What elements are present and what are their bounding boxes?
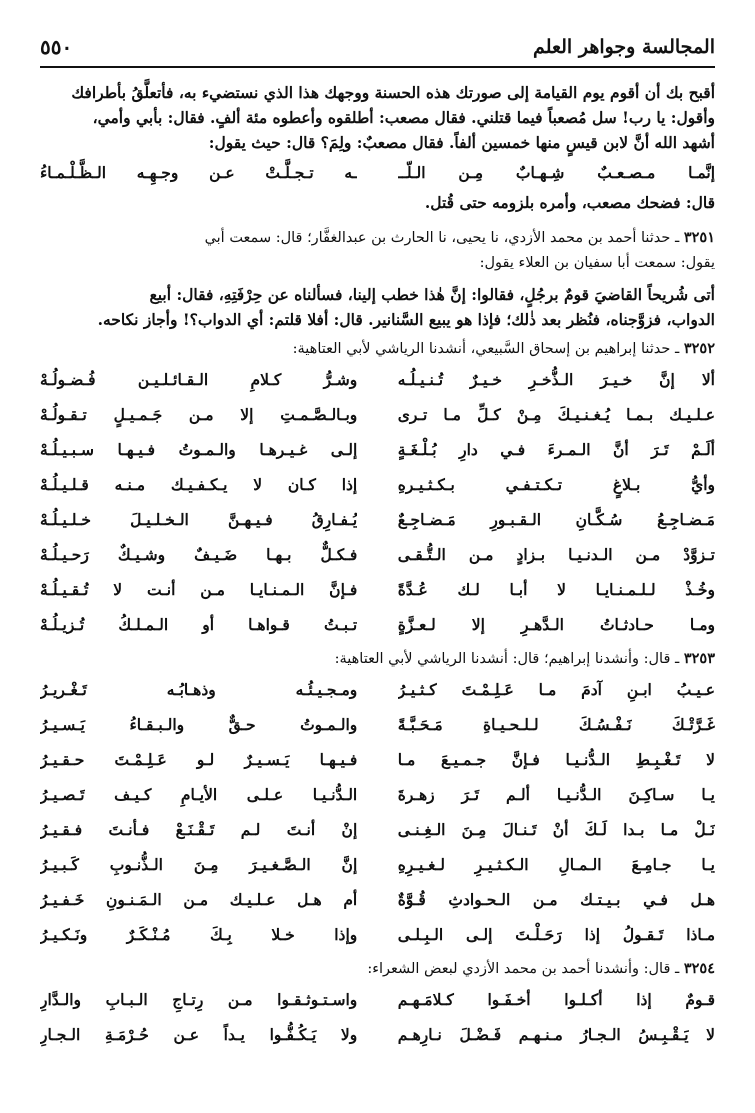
verse-second-hemistich: إلـى غـيـرهـا والـمـوتُ فـيـهـا سـبـيـلُـهْ <box>40 440 358 459</box>
verse-first-hemistich: ومـا حـادثـاتُ الـدَّهـرِ إلا لـعـزَّةٍ <box>397 615 715 634</box>
verse-second-hemistich: وشـرُّ كـلامِ الـقـائـلـيـن فُـضـولُـهْ <box>40 370 358 389</box>
prose-line: وأقول: يا رب! سل مُصعباً فيما قتلني. فقال مصعب: أطلقوه وأعطوه مئة ألفٍ. فقال: بأبي وأمي، <box>92 108 715 127</box>
verse-second-hemistich: واسـتـوثـقـوا مـن رِتـاجِ الـبـابِ والـدَّارِ <box>40 990 358 1009</box>
verse-line <box>40 882 715 917</box>
chain-text: يقول: سمعت أبا سفيان بن العلاء يقول: <box>479 255 715 271</box>
verse-first-hemistich: وخُـذْ لـلـمـنـايـا لا أبـا لـك عُـدَّةً <box>397 580 715 599</box>
verse-second-hemistich: فـيـهـا يَـسـيـرٌ لـو عَـلِـمْـتَ حـقـيـرُ <box>40 750 358 769</box>
verse-line <box>40 155 715 190</box>
verse-first-hemistich: غَـرَّتْـكَ نَـفْـسُـكَ لـلـحـيـاةِ مَـحَـبَّـةً <box>397 715 715 734</box>
verse-line <box>40 982 715 1017</box>
page-header <box>40 30 715 64</box>
hadith-number: ٣٢٥١ <box>683 229 715 246</box>
verse-second-hemistich: تـبـتُ قـواهـا أو الـمـلـكُ تُـزيـلُـهْ <box>40 615 358 634</box>
verse-first-hemistich: تـزوَّدْ مـن الـدنـيـا بـزادٍ مـن الـتُّـقـى <box>397 545 715 564</box>
verse-line <box>40 707 715 742</box>
header-rule <box>40 66 715 68</box>
page-number: ٥٥٠ <box>40 35 73 59</box>
verse-first-hemistich: لا يَـقْـبِـسُ الـجـارُ مـنـهـم فَـضْـلَ نـارِهـم <box>397 1025 715 1044</box>
verse-first-hemistich: إنَّمـا مـصـعـبٌ شِـهـابٌ مِـن الـلّــ <box>397 163 715 182</box>
verse-second-hemistich: إذا كـان لا يـكـفـيـك مـنـه قـلـيـلُـهْ <box>40 475 358 494</box>
poem-block-1 <box>40 362 715 642</box>
chain-text: ـ حدثنا إبراهيم بن إسحاق السَّبيعي، أنشدنا الرياشي لأبي العتاهية: <box>292 341 680 357</box>
hadith-chain <box>40 646 715 672</box>
verse-line <box>40 362 715 397</box>
verse-first-hemistich: مَـضـاجِـعُ سُـكَّـانِ الـقـبـورِ مَـضـاجِـعٌ <box>397 510 715 529</box>
verse-line <box>40 537 715 572</box>
verse-second-hemistich: فـكـلٌّ بـهـا ضَـيـفٌ وشـيـكٌ رَحـيـلُـهْ <box>40 545 358 564</box>
hadith-number: ٣٢٥٢ <box>683 340 715 357</box>
page-body <box>40 80 715 1052</box>
prose-line: الدواب، فزوَّجناه، فنُظر بعد ذٰلك؛ فإذا هو يبيع السَّنانير. قال: أفلا قلتم: أي الدواب؟! وأجاز نكاحه. <box>97 310 715 329</box>
hadith-chain <box>40 956 715 982</box>
verse-line <box>40 467 715 502</box>
verse-first-hemistich: يـا سـاكِـنَ الـدُّنـيـا ألـم تَـرَ زهـرةَ <box>397 785 715 804</box>
verse-second-hemistich: فـإنَّ الـمـنـايـا مـن أنـت لا تُـقـيـلُـهْ <box>40 580 358 599</box>
verse-line <box>40 1017 715 1052</box>
chain-text: ـ حدثنا أحمد بن محمد الأزدي، نا يحيى، نا الحارث بن عبدالغفَّار؛ قال: سمعت أبي <box>204 230 680 246</box>
verse-second-hemistich: وإذا خـلا بِـكَ مُـنْـكَـرٌ ونَـكـيـرُ <box>40 925 358 944</box>
prose-line: قال: فضحك مصعب، وأمره بلزومه حتى قُتل. <box>424 193 715 212</box>
verse-line <box>40 742 715 777</box>
verse-line <box>40 502 715 537</box>
chain-text: ـ قال: وأنشدنا إبراهيم؛ قال: أنشدنا الرياشي لأبي العتاهية: <box>334 651 680 667</box>
verse-second-hemistich: والـمـوتُ حـقٌّ والـبـقـاءُ يَـسـيـرُ <box>40 715 358 734</box>
verse-first-hemistich: لا تَـغْـبِـطِ الـدُّنـيـا فـإنَّ جـمـيـعَ مـا <box>397 750 715 769</box>
verse-second-hemistich: يُـفـارِقُ فـيـهـنَّ الـخـلـيـلَ خـلـيـلُـهْ <box>40 510 358 529</box>
verse-second-hemistich: ولا يَـكُـفُّـوا يـداً عـن حُـرْمَـةِ الـجـارِ <box>40 1025 358 1044</box>
verse-first-hemistich: عـيـبُ ابـنِ آدمَ مـا عَـلِـمْـتَ كـثـيـرُ <box>397 680 715 699</box>
verse-line <box>40 812 715 847</box>
verse-first-hemistich: هـل فـي بـيـتـك مـن الـحـوادثِ قُـوَّةٌ <box>397 890 715 909</box>
verse-first-hemistich: وأيُّ بـلاغٍ تـكـتـفـي بـكـثـيـرهِ <box>397 475 715 494</box>
poem-block-3 <box>40 982 715 1052</box>
verse-line <box>40 572 715 607</box>
verse-line <box>40 847 715 882</box>
hadith-number: ٣٢٥٣ <box>683 650 715 667</box>
chain-text: ـ قال: وأنشدنا أحمد بن محمد الأزدي لبعض الشعراء: <box>367 961 680 977</box>
book-title: المجالسة وجواهر العلم <box>533 36 715 58</box>
hadith-number: ٣٢٥٤ <box>683 960 715 977</box>
hadith-chain <box>40 336 715 362</box>
verse-second-hemistich: وبـالـصَّـمـتِ إلا مـن جَـمـيـلٍ تـقـولُـهْ <box>40 405 358 424</box>
verse-first-hemistich: ألا إنَّ خـيـرَ الـذُّخـرِ خـيـرٌ تُـنـيـلُـه <box>397 370 715 389</box>
verse-first-hemistich: يـا جـامِـعَ الـمـالِ الـكـثـيـرِ لـغـيـرِهِ <box>397 855 715 874</box>
verse-first-hemistich: مـاذا تَـقـولُ إذا رَحَـلْـتَ إلـى الـبِـلـى <box>397 925 715 944</box>
verse-first-hemistich: عـلـيـك بـمـا يُـغـنـيـكَ مِـنْ كـلِّ مـا تـرى <box>397 405 715 424</box>
prose-line: أقبح بك أن أقوم يوم القيامة إلى صورتك هذه الحسنة ووجهك هذا الذي نستضيء به، فأتعلَّقُ بأطرافك <box>71 83 715 102</box>
hadith-chain <box>40 225 715 251</box>
verse-line <box>40 432 715 467</box>
verse-line <box>40 607 715 642</box>
verse-second-hemistich: ومـجـيـئُـه وذهـابُـه تَـغْـريـرُ <box>40 680 358 699</box>
verse-first-hemistich: نَـلْ مـا بـدا لَـكَ أنْ تَـنـالَ مِـنَ الـغِـنـى <box>397 820 715 839</box>
verse-line <box>40 777 715 812</box>
verse-line <box>40 397 715 432</box>
prose-line: أشهد الله أنَّ لابن قيسٍ منها خمسين ألفاً. فقال مصعبٌ: ولِمَ؟ قال: حيث يقول: <box>208 133 715 152</box>
verse-second-hemistich: إنْ أنـتَ لـم تَـقْـنَـعْ فـأنـتَ فـقـيـرُ <box>40 820 358 839</box>
verse-first-hemistich: ألَـمْ تَـرَ أنَّ الـمـرءَ فـي دارِ بُـلْـغَـةٍ <box>397 440 715 459</box>
verse-second-hemistich: ـه تـجـلَّـتْ عـن وجـهِـه الـظَّـلْـمـاءُ <box>40 163 358 182</box>
verse-second-hemistich: أم هـل عـلـيـك مـن الـمَـنـونِ خَـفـيـرُ <box>40 890 358 909</box>
verse-second-hemistich: إنَّ الـصَّـغـيـرَ مِـنَ الـذُّنـوبِ كَـبـيـرُ <box>40 855 358 874</box>
verse-line <box>40 917 715 952</box>
verse-first-hemistich: قـومٌ إذا أكـلـوا أخـفَـوا كـلامَـهـم <box>397 990 715 1009</box>
verse-line <box>40 672 715 707</box>
verse-second-hemistich: الـدُّنـيـا عـلـى الأيـامِ كـيـف تَـصـيـرُ <box>40 785 358 804</box>
poem-block-2 <box>40 672 715 952</box>
prose-line: أتى شُريحاً القاضيَ قومٌ برجُلٍ، فقالوا: إنَّ هٰذا خطب إلينا، فسألناه عن حِرْفَتِهِ، فقال: أبيع <box>149 285 715 304</box>
